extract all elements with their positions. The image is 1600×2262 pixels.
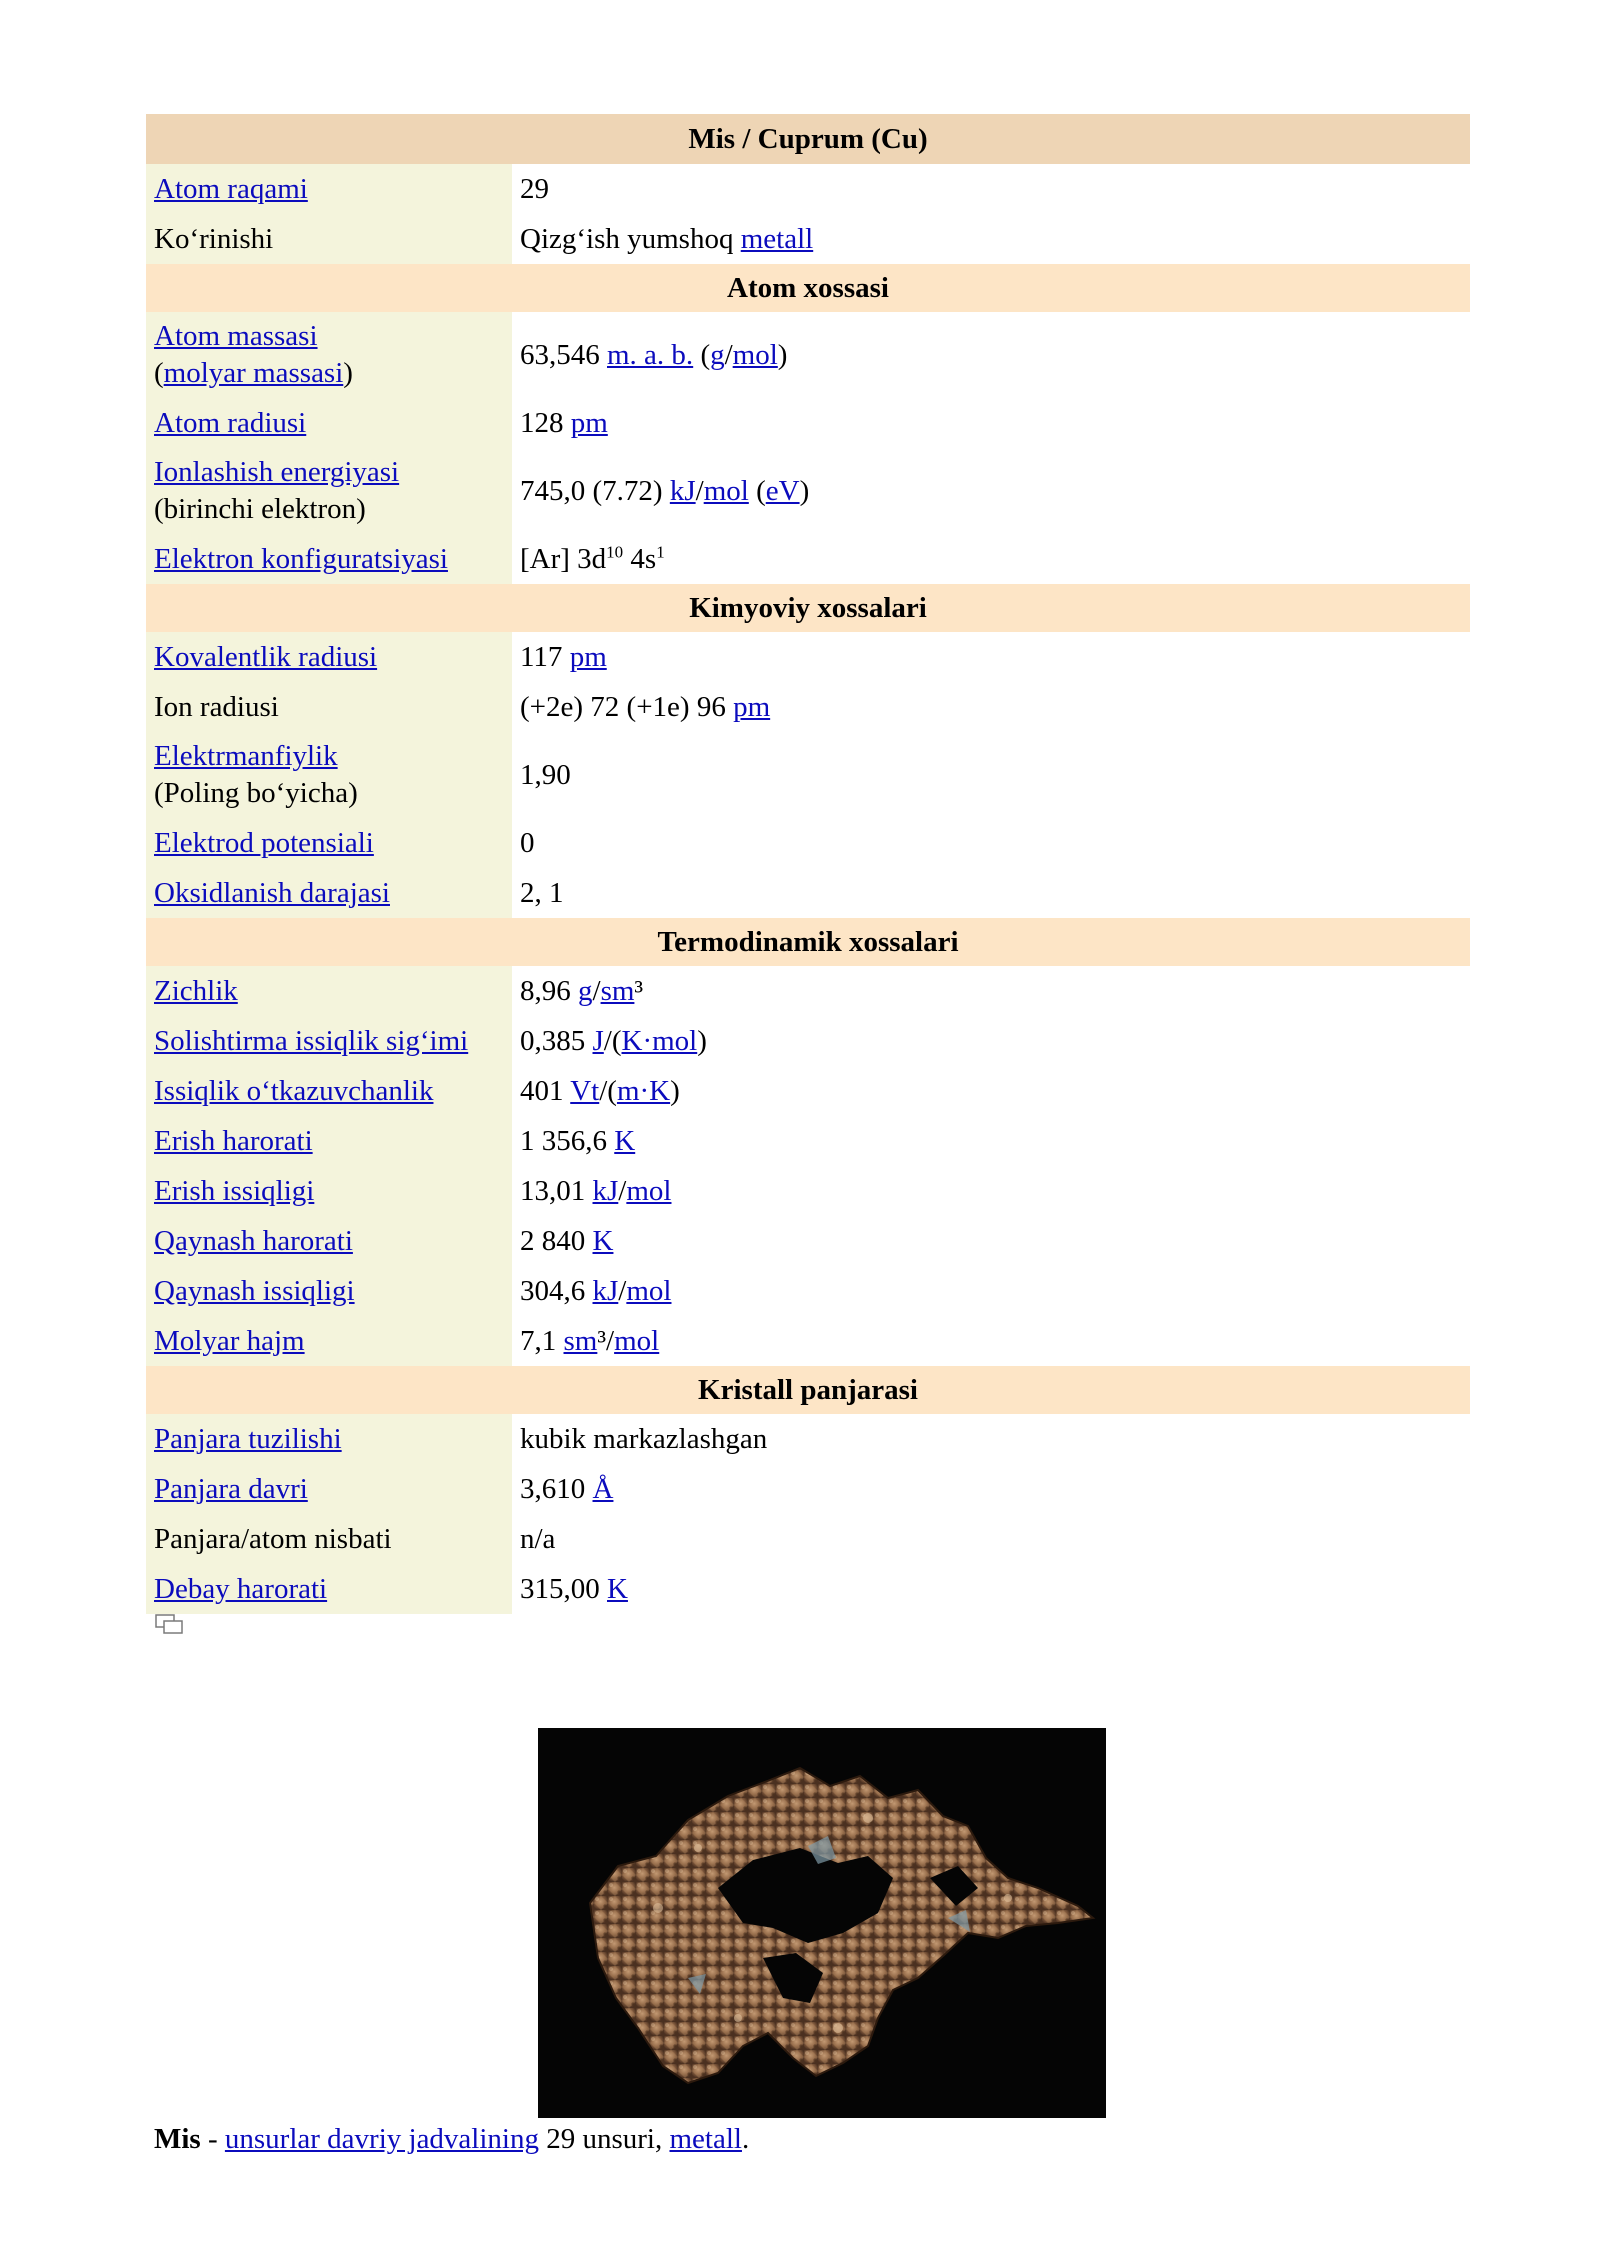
row-panjara-tuzilishi	[146, 1414, 1470, 1464]
article-intro-text	[154, 2120, 749, 2158]
value-number: (+2e) 72 (+1e) 96	[520, 690, 734, 723]
value-number: 2 840	[520, 1224, 593, 1257]
panjara-davri-link[interactable]: Panjara davri	[154, 1472, 308, 1505]
issiqlik-otkaz-link[interactable]: Issiqlik o‘tkazuvchanlik	[154, 1074, 434, 1107]
davriy-jadval-link[interactable]: unsurlar davriy jadvalining	[224, 2123, 539, 2155]
mol-link[interactable]: mol	[614, 1324, 660, 1357]
row-ion-radiusi	[146, 682, 1470, 732]
mab-link[interactable]: m. a. b.	[607, 338, 694, 371]
k-mol-link[interactable]: K·mol	[621, 1024, 698, 1057]
angstrom-link[interactable]: Å	[592, 1472, 614, 1505]
ev-link[interactable]: eV	[765, 474, 800, 507]
slash: /	[618, 1174, 627, 1207]
row-issiqlik-sigimi	[146, 1016, 1470, 1066]
korinishi-label: Ko‘rinishi	[146, 214, 512, 264]
pm-link[interactable]: pm	[570, 406, 608, 439]
ion-radiusi-label: Ion radiusi	[146, 682, 512, 732]
caption-bold-term: Mis	[154, 2123, 201, 2155]
value-number: 304,6	[520, 1274, 593, 1307]
mol-link[interactable]: mol	[732, 338, 778, 371]
row-oksidlanish-darajasi	[146, 868, 1470, 918]
paren-close: )	[799, 474, 810, 507]
pm-link[interactable]: pm	[569, 640, 607, 673]
value-number: 0,385	[520, 1024, 593, 1057]
qaynash-harorati-value	[512, 1216, 1470, 1266]
atom-raqami-value: 29	[512, 164, 1470, 214]
paren-close: )	[343, 357, 353, 389]
elektrmanfiylik-label	[146, 732, 512, 818]
elektrod-value: 0	[512, 818, 1470, 868]
section-header: Kristall panjarasi	[146, 1366, 1470, 1414]
j-link[interactable]: J	[592, 1024, 604, 1057]
g-link[interactable]: g	[710, 338, 725, 371]
row-qaynash-harorati	[146, 1216, 1470, 1266]
molyar-hajm-link[interactable]: Molyar hajm	[154, 1324, 305, 1357]
row-atom-radiusi	[146, 398, 1470, 448]
kj-link[interactable]: kJ	[669, 474, 696, 507]
ion-radiusi-value	[512, 682, 1470, 732]
infobox-title-row	[146, 114, 1470, 164]
panjara-tuzilishi-value: kubik markazlashgan	[512, 1414, 1470, 1464]
atom-massasi-label	[146, 312, 512, 398]
row-panjara-atom-nisbati	[146, 1514, 1470, 1564]
row-panjara-davri	[146, 1464, 1470, 1514]
issiqlik-sigimi-link[interactable]: Solishtirma issiqlik sig‘imi	[154, 1024, 469, 1057]
zichlik-link[interactable]: Zichlik	[154, 974, 238, 1007]
value-number: 13,01	[520, 1174, 593, 1207]
row-issiqlik-otkazuvchanlik	[146, 1066, 1470, 1116]
infobox-title: Mis / Cuprum (Cu)	[146, 114, 1470, 164]
mol-link[interactable]: mol	[626, 1174, 672, 1207]
sm-link[interactable]: sm	[600, 974, 635, 1007]
row-zichlik	[146, 966, 1470, 1016]
elektrmanfiylik-link[interactable]: Elektrmanfiylik	[154, 740, 338, 772]
zichlik-value	[512, 966, 1470, 1016]
caption-end: .	[741, 2123, 750, 2155]
erish-harorati-value	[512, 1116, 1470, 1166]
oksidlanish-link[interactable]: Oksidlanish darajasi	[154, 876, 390, 909]
config-part: [Ar] 3d	[520, 542, 607, 575]
section-kimyoviy-xossalari	[146, 584, 1470, 632]
section-header: Kimyoviy xossalari	[146, 584, 1470, 632]
row-ionlashish	[146, 448, 1470, 534]
slash: /	[592, 974, 601, 1007]
panjara-davri-value	[512, 1464, 1470, 1514]
value-number: 1 356,6	[520, 1124, 615, 1157]
elektrod-link[interactable]: Elektrod potensiali	[154, 826, 374, 859]
value-number: 8,96	[520, 974, 578, 1007]
g-link[interactable]: g	[578, 974, 593, 1007]
caption-separator: -	[200, 2123, 225, 2155]
k-link[interactable]: K	[592, 1224, 614, 1257]
panjara-tuzilishi-link[interactable]: Panjara tuzilishi	[154, 1422, 342, 1455]
elektrmanfiylik-sublabel: (Poling bo‘yicha)	[154, 777, 358, 809]
config-superscript: 1	[656, 541, 665, 561]
issiqlik-otkaz-value	[512, 1066, 1470, 1116]
row-qaynash-issiqligi	[146, 1266, 1470, 1316]
row-elektron-konfiguratsiyasi	[146, 534, 1470, 584]
separator: /(	[603, 1024, 622, 1057]
atom-massasi-value	[512, 312, 1470, 398]
elektron-konf-value	[512, 534, 1470, 584]
separator: /(	[599, 1074, 617, 1107]
vt-link[interactable]: Vt	[570, 1074, 600, 1107]
k-link[interactable]: K	[614, 1124, 636, 1157]
qaynash-harorati-link[interactable]: Qaynash harorati	[154, 1224, 353, 1257]
section-termodinamik-xossalari	[146, 918, 1470, 966]
sm-link[interactable]: sm	[563, 1324, 598, 1357]
korinishi-value	[512, 214, 1470, 264]
kj-link[interactable]: kJ	[592, 1274, 619, 1307]
ionlashish-link[interactable]: Ionlashish energiyasi	[154, 456, 400, 488]
debay-value	[512, 1564, 1470, 1614]
mol-link[interactable]: mol	[626, 1274, 672, 1307]
section-header: Atom xossasi	[146, 264, 1470, 312]
k-link[interactable]: K	[607, 1572, 628, 1605]
value-number: 63,546	[520, 338, 607, 371]
value-number: 117	[520, 640, 570, 673]
copper-nugget-image	[538, 1728, 1106, 2118]
caption-middle-text: 29 unsuri,	[538, 2123, 670, 2155]
atom-raqami-link[interactable]: Atom raqami	[154, 172, 308, 205]
slash: /	[724, 338, 733, 371]
row-atom-raqami	[146, 164, 1470, 214]
paren-close: )	[670, 1074, 680, 1107]
ionlashish-value	[512, 448, 1470, 534]
paren-open: (	[154, 357, 164, 389]
value-number: 3,610	[520, 1472, 593, 1505]
elektrmanfiylik-value: 1,90	[512, 732, 1470, 818]
ionlashish-label	[146, 448, 512, 534]
row-elektrmanfiylik	[146, 732, 1470, 818]
molyar-hajm-value	[512, 1316, 1470, 1366]
m-k-link[interactable]: m·K	[616, 1074, 671, 1107]
korinishi-text: Qizg‘ish yumshoq	[520, 222, 741, 255]
erish-issiqligi-link[interactable]: Erish issiqligi	[154, 1174, 315, 1207]
element-infobox	[146, 114, 1470, 1614]
atom-radiusi-link[interactable]: Atom radiusi	[154, 406, 307, 439]
superscript-three: ³	[634, 974, 644, 1007]
config-superscript: 10	[606, 541, 624, 561]
value-number: 7,1	[520, 1324, 564, 1357]
section-atom-xossasi	[146, 264, 1470, 312]
kovalent-value	[512, 632, 1470, 682]
row-elektrod-potensiali	[146, 818, 1470, 868]
slash: /	[618, 1274, 627, 1307]
row-erish-issiqligi	[146, 1166, 1470, 1216]
pm-link[interactable]: pm	[733, 690, 771, 723]
atom-radiusi-value	[512, 398, 1470, 448]
paren-open: (	[693, 338, 711, 371]
row-korinishi	[146, 214, 1470, 264]
molyar-massasi-link[interactable]: molyar massasi	[163, 357, 344, 389]
metall-link[interactable]: metall	[669, 2123, 742, 2155]
copper-specimen-illustration	[538, 1728, 1106, 2118]
debay-link[interactable]: Debay harorati	[154, 1572, 328, 1605]
row-kovalentlik-radiusi	[146, 632, 1470, 682]
metall-link[interactable]: metall	[740, 222, 814, 255]
config-part: 4s	[623, 542, 657, 575]
paren-close: )	[777, 338, 788, 371]
row-molyar-hajm	[146, 1316, 1470, 1366]
panjara-atom-label: Panjara/atom nisbati	[146, 1514, 512, 1564]
oksidlanish-value: 2, 1	[512, 868, 1470, 918]
mol-link[interactable]: mol	[703, 474, 749, 507]
paren-open: (	[748, 474, 766, 507]
ionlashish-sublabel: (birinchi elektron)	[154, 493, 366, 525]
kj-link[interactable]: kJ	[592, 1174, 619, 1207]
row-atom-massasi	[146, 312, 1470, 398]
qaynash-issiqligi-link[interactable]: Qaynash issiqligi	[154, 1274, 355, 1307]
elektron-konf-link[interactable]: Elektron konfiguratsiyasi	[154, 542, 448, 575]
paren-close: )	[697, 1024, 707, 1057]
value-number: 745,0 (7.72)	[520, 474, 670, 507]
atom-massasi-link[interactable]: Atom massasi	[154, 320, 318, 352]
collapse-table-icon[interactable]	[155, 1614, 183, 1634]
value-number: 401	[520, 1074, 571, 1107]
qaynash-issiqligi-value	[512, 1266, 1470, 1316]
erish-harorati-link[interactable]: Erish harorati	[154, 1124, 313, 1157]
slash: /	[695, 474, 704, 507]
panjara-atom-value: n/a	[512, 1514, 1470, 1564]
value-number: 128	[520, 406, 571, 439]
value-number: 315,00	[520, 1572, 607, 1605]
row-debay-harorati	[146, 1564, 1470, 1614]
section-kristall-panjarasi	[146, 1366, 1470, 1414]
issiqlik-sigimi-value	[512, 1016, 1470, 1066]
row-erish-harorati	[146, 1116, 1470, 1166]
section-header: Termodinamik xossalari	[146, 918, 1470, 966]
kovalent-link[interactable]: Kovalentlik radiusi	[154, 640, 378, 673]
erish-issiqligi-value	[512, 1166, 1470, 1216]
separator: ³/	[597, 1324, 615, 1357]
